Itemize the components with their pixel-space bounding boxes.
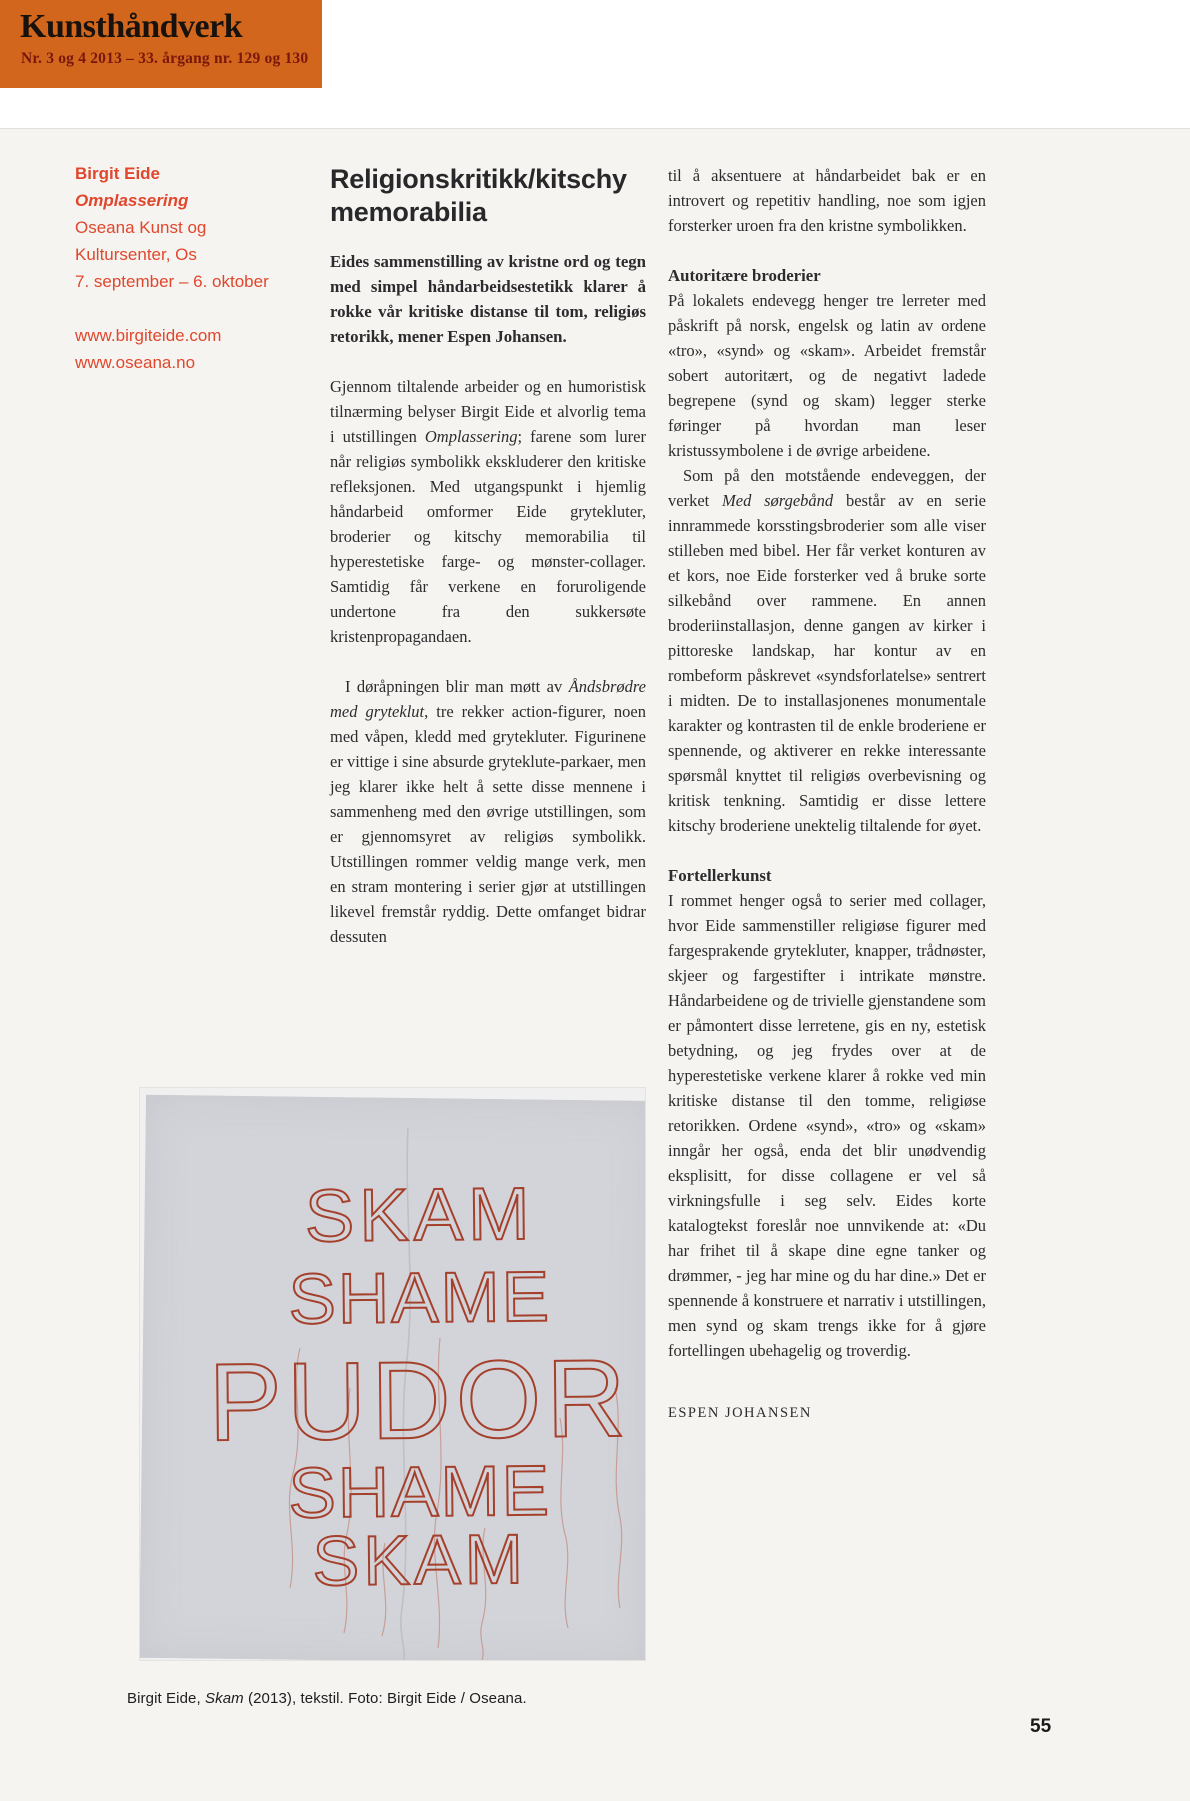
artist-url: www.birgiteide.com (75, 326, 222, 345)
svg-text:SHAME: SHAME (288, 1257, 552, 1340)
svg-text:SHAME: SHAME (288, 1451, 552, 1534)
venue-line-2: Kultursenter, Os (75, 245, 197, 264)
article-column-1 (330, 163, 646, 949)
subhead-autoritaere-broderier: Autoritære broderier (668, 266, 821, 285)
masthead-banner (0, 0, 322, 88)
artwork-photo (140, 1088, 645, 1660)
artwork-words (208, 1172, 632, 1600)
article-paragraph: I døråpningen blir man møtt av Åndsbrødre med gryteklut, tre rekker action-figurer, noen med våpen, kledd med grytekluter. Figurinene er vittige i sine absurde gryteklute-parkaer, men jeg klarer ikke helt å sette disse mennene i sammenheng med den øvrige utstillingen, som er gjennomsyret av religiøs symbolikk. Utstillingen rommer veldig mange verk, men en stram montering i serier gjør at utstillingen likevel fremstår ryddig. Dette omfanget bidrar dessuten (330, 677, 646, 946)
article-paragraph: til å aksentuere at håndarbeidet bak er en introvert og repetitiv handling, noe som igjen forsterker uroen fra den kristne symbolikken. (668, 166, 986, 235)
artist-name: Birgit Eide (75, 164, 161, 183)
article-paragraph: På lokalets endevegg henger tre lerreter med påskrift på norsk, engelsk og latin av ordene «tro», «synd» og «skam». Arbeidet fremstår sobert autoritært, og de negativt ladede begrepene (synd og skam) legger sterke føringer på hvordan man leser kristussymbolene i de øvrige arbeidene. (668, 291, 986, 460)
svg-text:PUDOR: PUDOR (207, 1336, 632, 1465)
article-title: Religionskritikk/kitschy memorabilia (330, 164, 627, 227)
magazine-title: Kunsthåndverk (20, 8, 243, 45)
svg-text:SKAM: SKAM (312, 1519, 528, 1601)
artwork-caption: Birgit Eide, Skam (2013), tekstil. Foto: Birgit Eide / Oseana. (127, 1690, 527, 1707)
magazine-issue-line: Nr. 3 og 4 2013 – 33. årgang nr. 129 og 130 (21, 50, 309, 67)
exhibition-dates: 7. september – 6. oktober (75, 272, 269, 291)
venue-line-1: Oseana Kunst og (75, 218, 207, 237)
svg-text:SKAM: SKAM (304, 1171, 536, 1258)
article-column-2 (668, 163, 986, 1426)
article-paragraph: Gjennom tiltalende arbeider og en humoristisk tilnærming belyser Birgit Eide et alvorlig tema i utstillingen Omplassering; farene som lurer når religiøs symbolikk ekskluderer den kritiske refleksjonen. Med utgangspunkt i hjemlig håndarbeid omformer Eide grytekluter, broderier og kitschy memorabilia til hyperestetiske farge- og mønster-collager. Samtidig får verkene en foruroligende undertone fra den sukkersøte kristenpropagandaen. (330, 377, 646, 646)
artwork-overlay (140, 1088, 645, 1660)
exhibition-info (75, 160, 290, 376)
subhead-fortellerkunst: Fortellerkunst (668, 866, 772, 885)
article-paragraph: I rommet henger også to serier med collager, hvor Eide sammenstiller religiøse figurer med fargesprakende grytekluter, knapper, trådnøster, skjeer og fargestifter i intrikate mønstre. Håndarbeidene og de trivielle gjenstandene som er påmontert disse lerretene, gis en ny, estetisk betydning, og jeg frydes over at de hyperestetiske verkene klarer å rokke ved min kritiske distanse til den tomme, religiøse retorikken. Ordene «synd», «tro» og «skam» inngår her også, enda det blir unødvendig eksplisitt, for disse collagene er vel så virkningsfulle i seg selv. Eides korte katalogtekst foreslår noe unnvikende at: «Du har frihet til å skape dine egne tanker og drømmer, - jeg har mine og du har dine.» Det er spennende å konstruere et narrativ i utstillingen, men synd og skam trengs ikke for å gjøre fortellingen ubehagelig og troverdig. (668, 891, 986, 1360)
page-number: 55 (1030, 1716, 1052, 1737)
article-lede: Eides sammenstilling av kristne ord og tegn med simpel håndarbeidsestetikk klarer å rokke vår kritiske distanse til tom, religiøs retorikk, mener Espen Johansen. (330, 252, 646, 346)
venue-url: www.oseana.no (75, 353, 196, 372)
exhibition-title: Omplassering (75, 191, 189, 210)
author-byline: ESPEN JOHANSEN (668, 1405, 812, 1421)
article-paragraph: Som på den motstående endeveggen, der verket Med sørgebånd består av en serie innrammede korsstingsbroderier som alle viser stilleben med bibel. Her får verket konturen av et kors, noe Eide forsterker ved å bruke sorte silkebånd over rammene. En annen broderiinstallasjon, denne gangen av kirker i pittoreske landskap, har kontur av en rombeform påskrevet «syndsforlatelse» sentrert i midten. De to installasjonenes monumentale karakter og kontrasten til de enkle broderiene er spennende, og aktiverer en rekke interessante spørsmål knyttet til religiøs overbevisning og kritisk tenkning. Samtidig er disse lettere kitschy broderiene unektelig tiltalende for øyet. (668, 466, 986, 835)
